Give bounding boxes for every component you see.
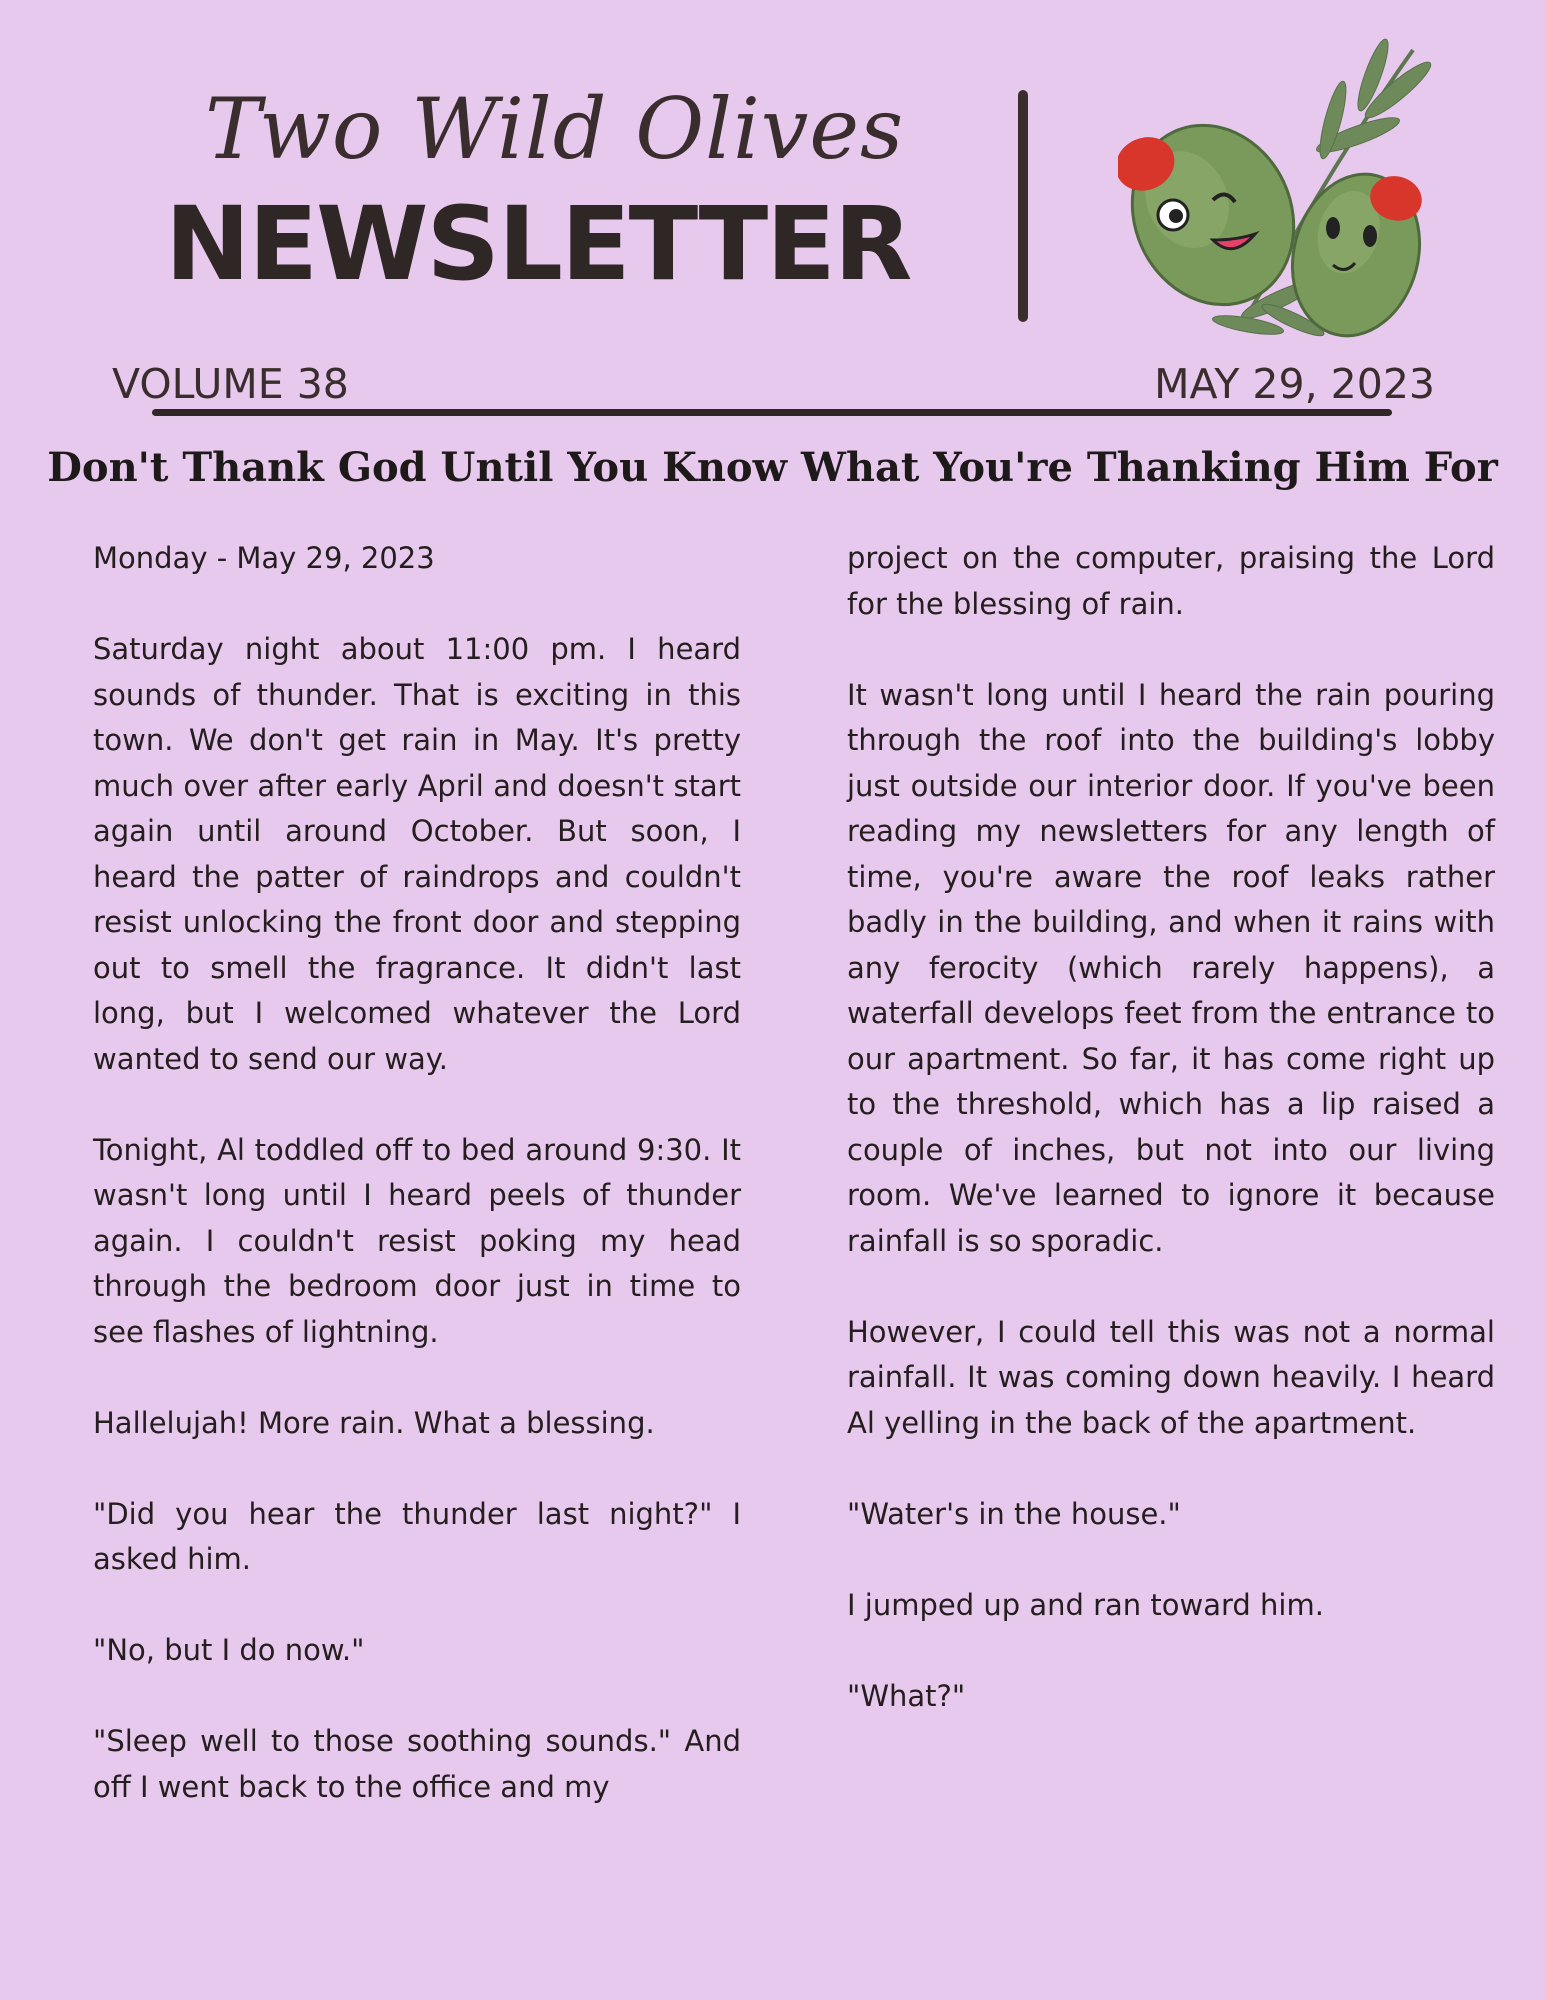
article-headline: Don't Thank God Until You Know What You're Thanking Him For xyxy=(47,444,1498,491)
vertical-divider xyxy=(1018,90,1028,322)
paragraph: "Did you hear the thunder last night?" I asked him. xyxy=(93,1496,741,1576)
newsletter-title: NEWSLETTER xyxy=(165,185,911,304)
article-column-right xyxy=(847,536,1495,1719)
paragraph: "What?" xyxy=(847,1678,966,1713)
paragraph: "Sleep well to those soothing sounds." And off I went back to the office and my xyxy=(93,1724,741,1804)
article-column-left xyxy=(93,536,741,1810)
volume-label: VOLUME 38 xyxy=(112,360,349,408)
script-title: Two Wild Olives xyxy=(205,80,905,178)
paragraph: However, I could tell this was not a normal rainfall. It was coming down heavily. I heard Al yelling in the back of the apartment. xyxy=(847,1314,1495,1440)
issue-date: MAY 29, 2023 xyxy=(1154,360,1435,408)
paragraph: Hallelujah! More rain. What a blessing. xyxy=(93,1405,655,1440)
paragraph: "Water's in the house." xyxy=(847,1496,1181,1531)
paragraph: "No, but I do now." xyxy=(93,1633,365,1667)
paragraph: Tonight, Al toddled off to bed around 9:30. It wasn't long until I heard peels of thunder again. I couldn't resist poking my head through the bedroom door just in time to see flashes of lightning. xyxy=(93,1132,741,1349)
paragraph: Saturday night about 11:00 pm. I heard sounds of thunder. That is exciting in this town. We don't get rain in May. It's pretty much over after early April and doesn't start again until around October. But soon, I heard the patter of raindrops and couldn't resist unlocking the front door and stepping out to smell the fragrance. It didn't last long, but I welcomed whatever the Lord wanted to send our way. xyxy=(93,632,741,1076)
olives-icon xyxy=(1118,30,1438,350)
paragraph: Monday - May 29, 2023 xyxy=(93,541,435,575)
paragraph: I jumped up and ran toward him. xyxy=(847,1587,1324,1622)
horizontal-divider xyxy=(152,409,1392,416)
paragraph: project on the computer, praising the Lord for the blessing of rain. xyxy=(847,541,1495,621)
paragraph: It wasn't long until I heard the rain pouring through the roof into the building's lobby just outside our interior door. If you've been reading my newsletters for any length of time, you're aware the roof leaks rather badly in the building, and when it rains with any ferocity (which rarely happens), a waterfall develops feet from the entrance to our apartment. So far, it has come right up to the threshold, which has a lip raised a couple of inches, but not into our living room. We've learned to ignore it because rainfall is so sporadic. xyxy=(847,677,1495,1258)
